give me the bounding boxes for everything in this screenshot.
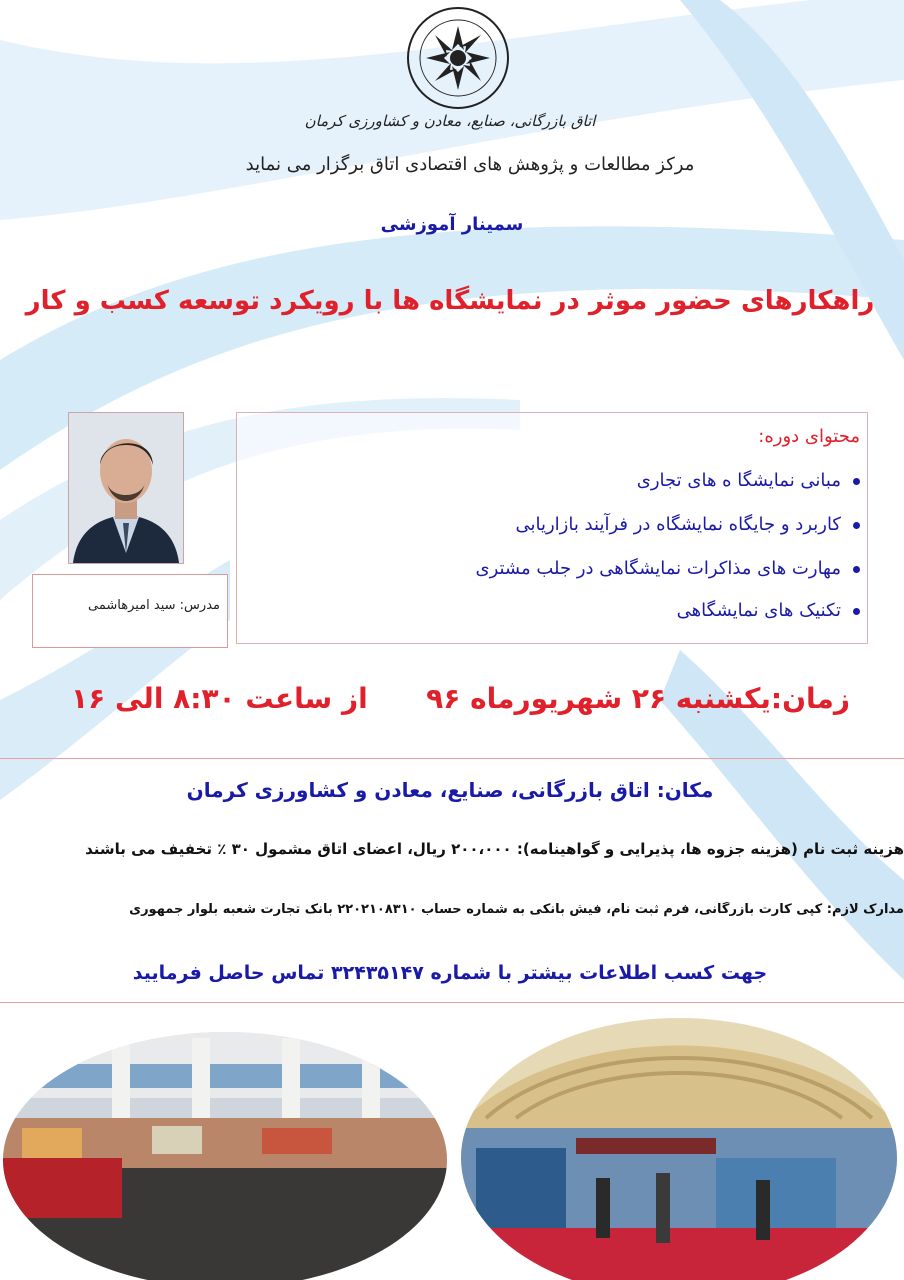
- instructor-name: مدرس: سید امیرهاشمی: [88, 598, 220, 613]
- divider: [0, 758, 904, 759]
- list-item: مبانی نمایشگا ه های تجاری: [320, 470, 860, 491]
- instructor-photo: [68, 412, 184, 564]
- bullet-icon: [853, 522, 860, 529]
- seminar-type: سمینار آموزشی: [380, 214, 524, 235]
- list-item: کاربرد و جایگاه نمایشگاه در فرآیند بازاریابی: [320, 514, 860, 535]
- organizer-line: مرکز مطالعات و پژوهش های اقتصادی اتاق برگزار می نماید: [245, 154, 695, 175]
- bullet-icon: [853, 478, 860, 485]
- event-location: مکان: اتاق بازرگانی، صنایع، معادن و کشاورزی کرمان: [186, 778, 714, 802]
- list-item: تکنیک های نمایشگاهی: [320, 600, 860, 621]
- contact-info: جهت کسب اطلاعات بیشتر با شماره ۳۲۴۳۵۱۴۷ تماس حاصل فرمایید: [132, 962, 768, 984]
- divider: [0, 1002, 904, 1003]
- bullet-icon: [853, 608, 860, 615]
- chamber-logo-icon: [404, 4, 512, 112]
- registration-fee: هزینه ثبت نام (هزینه جزوه ها، پذیرایی و گواهینامه): ۲۰۰،۰۰۰ ریال، اعضای اتاق مشمول ۳۰ ٪ تخفیف می باشند: [85, 840, 904, 858]
- seminar-title: راهکارهای حضور موثر در نمایشگاه ها با رویکرد توسعه کسب و کار: [25, 286, 875, 316]
- course-content-title: محتوای دوره:: [758, 426, 860, 447]
- required-documents: مدارک لازم: کپی کارت بازرگانی، فرم ثبت نام، فیش بانکی به شماره حساب ۲۲۰۲۱۰۸۳۱۰ بانک تجارت شعبه بلوار جمهوری: [129, 902, 904, 917]
- event-time: زمان:یکشنبه ۲۶ شهریورماه ۹۶ از ساعت ۸:۳۰ الی ۱۶: [71, 682, 850, 715]
- instructor-portrait-icon: [69, 413, 183, 563]
- organization-name: اتاق بازرگانی، صنایع، معادن و کشاورزی کرمان: [304, 112, 596, 130]
- exhibition-hall-photo: [2, 1008, 448, 1280]
- bullet-icon: [853, 566, 860, 573]
- list-item: مهارت های مذاکرات نمایشگاهی در جلب مشتری: [320, 558, 860, 579]
- book-fair-photo: [456, 1008, 902, 1280]
